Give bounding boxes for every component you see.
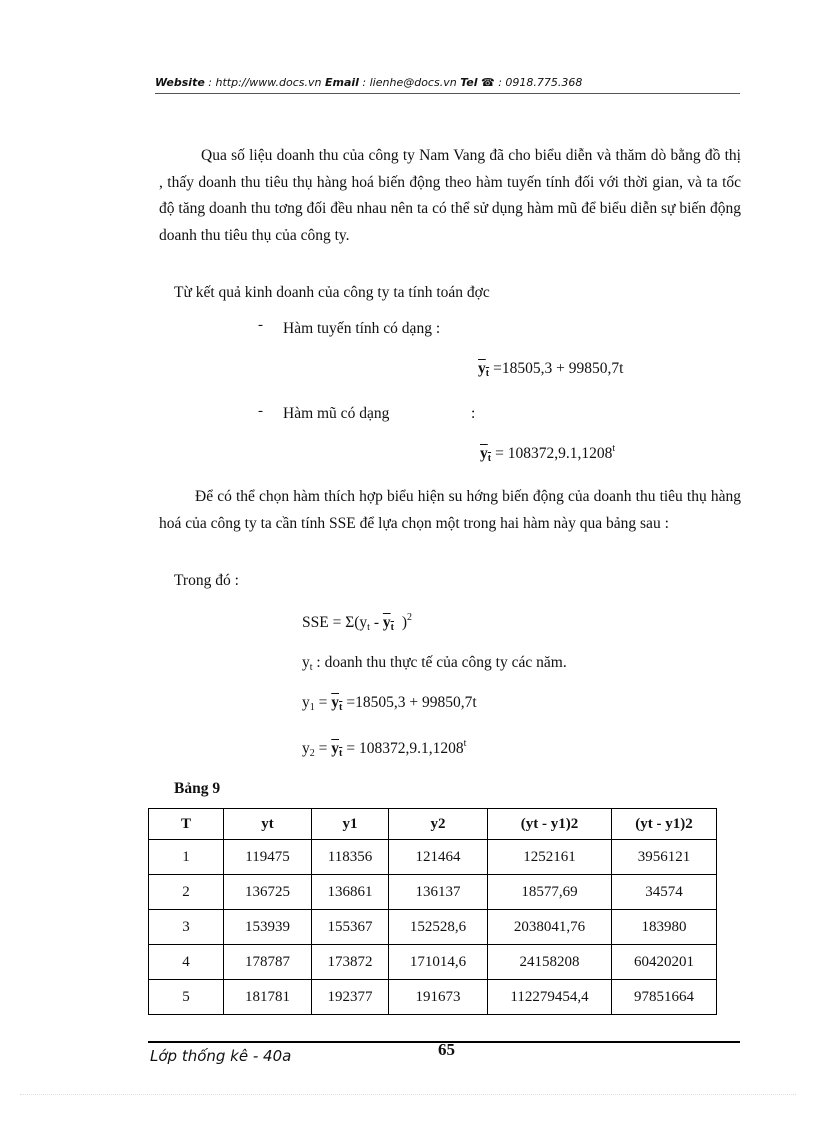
ybar-symbol: $y_t$ — [331, 694, 343, 713]
table-cell: 183980 — [612, 910, 717, 945]
website-value[interactable]: : http://www.docs.vn — [204, 76, 325, 89]
table-cell: 34574 — [612, 875, 717, 910]
table-row — [149, 945, 717, 980]
table-cell: 1 — [149, 840, 224, 875]
ybar-symbol: $y_t$ — [480, 445, 492, 464]
table-row — [149, 910, 717, 945]
y2-equation: $y_2 = y_t = 108372,9.1,1208^t$ — [302, 738, 467, 759]
table-cell: 2038041,76 — [488, 910, 612, 945]
tel-value: : 0918.775.368 — [494, 76, 583, 89]
header-diff1: (yt - y1)2 — [488, 809, 612, 840]
table-cell: 173872 — [312, 945, 389, 980]
paragraph-2: Từ kết quả kinh doanh của công ty ta tính toán đợc — [174, 284, 490, 301]
bullet-2-symbol: - — [258, 403, 263, 419]
header-t: T — [149, 809, 224, 840]
tel-label: Tel — [460, 76, 478, 89]
linear-formula: =18505,3 + 99850,7t — [493, 360, 624, 377]
sse-formula: SSE = $\Sigma(y_t - y_t$ )$^2$ — [302, 612, 412, 633]
table-cell: 18577,69 — [488, 875, 612, 910]
header-y1: y1 — [312, 809, 389, 840]
phone-icon: ☎ — [481, 76, 495, 89]
footer-class-label: Lớp thống kê - 40a — [150, 1047, 292, 1065]
table-cell: 2 — [149, 875, 224, 910]
bullet-exp-colon: : — [471, 405, 476, 422]
table-cell: 121464 — [389, 840, 488, 875]
bullet-linear: Hàm tuyến tính có dạng : — [283, 320, 441, 337]
bullet-1-symbol: - — [258, 317, 263, 333]
yt-definition: $y_t$ : doanh thu thực tế của công ty các năm. — [302, 654, 567, 673]
table-cell: 136137 — [389, 875, 488, 910]
ybar-symbol: $y_t$ — [382, 614, 394, 633]
equation-exp: $y_t = 108372,9.1,1208^t$ — [480, 443, 616, 464]
email-label: Email — [324, 76, 359, 89]
header-yt: yt — [224, 809, 312, 840]
table-row — [149, 980, 717, 1015]
website-label: Website — [155, 76, 205, 89]
table-cell: 4 — [149, 945, 224, 980]
ybar-symbol: $y_t$ — [478, 360, 490, 379]
table-cell: 153939 — [224, 910, 312, 945]
table-cell: 5 — [149, 980, 224, 1015]
table-cell: 119475 — [224, 840, 312, 875]
table-row — [149, 875, 717, 910]
table-row — [149, 840, 717, 875]
header-diff2: (yt - y1)2 — [612, 809, 717, 840]
y1-equation: $y_1 = y_t =18505,3 + 99850,7t$ — [302, 694, 477, 713]
table-cell: 136725 — [224, 875, 312, 910]
table-cell: 24158208 — [488, 945, 612, 980]
table-cell: 97851664 — [612, 980, 717, 1015]
email-value[interactable]: : lienhe@docs.vn — [358, 76, 461, 89]
table-cell: 112279454,4 — [488, 980, 612, 1015]
table-cell: 192377 — [312, 980, 389, 1015]
table-cell: 60420201 — [612, 945, 717, 980]
paragraph-3: Để có thể chọn hàm thích hợp biểu hiện su hớng biến động của doanh thu tiêu thụ hàng hoá của công ty ta cần tính SSE để lựa chọn một trong hai hàm này qua bảng sau : — [159, 488, 741, 532]
table-cell: 3 — [149, 910, 224, 945]
table-cell: 181781 — [224, 980, 312, 1015]
ybar-symbol: $y_t$ — [331, 740, 343, 759]
table-cell: 152528,6 — [389, 910, 488, 945]
table-cell: 171014,6 — [389, 945, 488, 980]
header-y2: y2 — [389, 809, 488, 840]
page-header — [155, 76, 740, 94]
paragraph-1: Qua số liệu doanh thu của công ty Nam Vang đã cho biểu diễn và thăm dò bằng đồ thị , thấy doanh thu tiêu thụ hàng hoá biến động theo hàm tuyến tính đối với thời gian, và ta tốc độ tăng doanh thu tơng đối đều nhau nên ta có thể sử dụng hàm mũ để biểu diễn sự biến động doanh thu tiêu thụ của công ty. — [159, 147, 741, 244]
trong-do: Trong đó : — [174, 572, 239, 589]
bullet-exp: Hàm mũ có dạng — [283, 405, 390, 422]
table-cell: 155367 — [312, 910, 389, 945]
table-header-row — [149, 809, 717, 840]
table-cell: 191673 — [389, 980, 488, 1015]
data-table — [148, 808, 717, 1015]
table-cell: 118356 — [312, 840, 389, 875]
bottom-dotted-border — [20, 1094, 796, 1095]
equation-linear — [478, 360, 623, 379]
page-number: 65 — [438, 1040, 455, 1059]
table-cell: 178787 — [224, 945, 312, 980]
table-title: Bảng 9 — [174, 780, 221, 797]
exp-formula: = 108372,9.1,1208 — [495, 445, 613, 462]
table-cell: 1252161 — [488, 840, 612, 875]
table-cell: 3956121 — [612, 840, 717, 875]
table-cell: 136861 — [312, 875, 389, 910]
